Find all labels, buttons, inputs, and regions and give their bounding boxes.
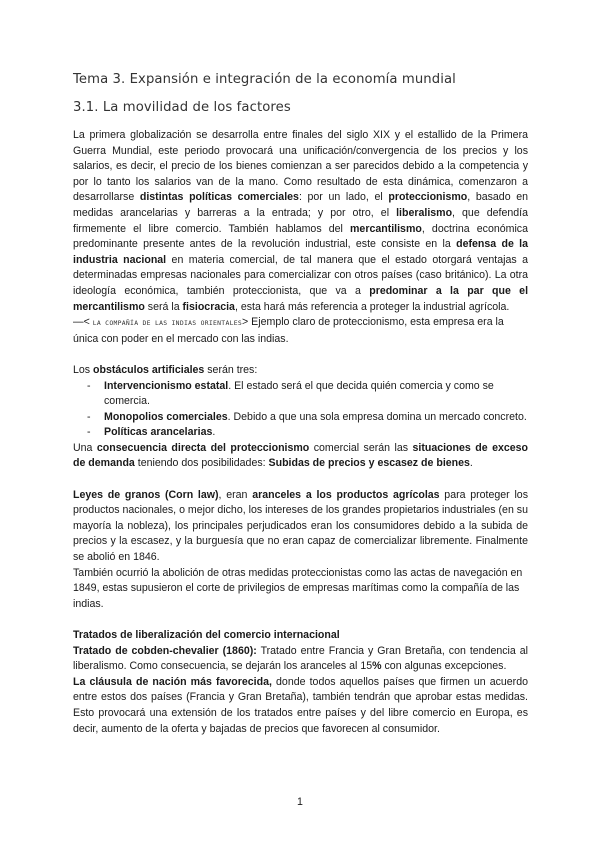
text-run: La primera globalización se desarrolla entre finales del siglo XIX y el estallido de la Primera Guerra Mundial, este periodo provocará una unificación/convergencia de los precios y los salarios, es decir, el precio de los bienes comienzan a ser parecidos debido a la competencia y por lo tanto los salarios van de la mano. Como resultado de esta dinámica, comenzaron a desarrollarse	[73, 129, 528, 204]
bold-run: %	[372, 660, 382, 673]
text-run: . Debido a que una sola empresa domina un mercado concreto.	[227, 410, 527, 423]
navigation-acts-paragraph: También ocurrió la abolición de otras medidas proteccionistas como las actas de navegación en 1849, estas supusieron el corte de privilegios de empresas marítimas como la compañía de las indias.	[73, 566, 523, 610]
list-item	[87, 379, 528, 410]
text-run: , doctrina económica predominante presente antes de la revolución industrial, este consiste en la	[73, 222, 528, 251]
treaties-heading: Tratados de liberalización del comercio internacional	[73, 629, 340, 641]
bold-run: fisiocracia	[182, 300, 235, 313]
bold-run: aranceles a los productos agrícolas	[252, 488, 440, 501]
text-run: en materia comercial, de tal manera que el estado otorgará ventajas a determinadas empresas nacionales para comercializar con otros países (caso británico). La otra ideología económica, también proteccionista, que va a	[73, 253, 528, 297]
page-title: Tema 3. Expansión e integración de la economía mundial	[73, 72, 456, 87]
text-run: . El estado será el que decida quién comercia y como se comercia.	[104, 379, 494, 408]
text-run: Ejemplo claro de proteccionismo, esta empresa era la única con poder en el mercado con las indias.	[73, 316, 504, 345]
bold-run: consecuencia directa del proteccionismo	[96, 441, 310, 454]
text-run: comercial serán las	[309, 441, 413, 454]
arrow-mark: —<	[73, 316, 90, 329]
text-run: .	[212, 426, 216, 439]
text-run: con algunas excepciones.	[381, 660, 507, 673]
obstacles-list	[73, 379, 528, 441]
list-item	[87, 410, 528, 426]
text-run: , eran	[218, 488, 253, 501]
bold-run: predominar a la par que el mercantilismo	[73, 284, 529, 313]
page-number: 1	[297, 796, 303, 808]
bold-run: Tratado de cobden-chevalier (1860):	[73, 644, 257, 657]
intro-paragraph	[73, 128, 528, 315]
section-title: 3.1. La movilidad de los factores	[73, 100, 291, 115]
text-run: Los	[73, 363, 94, 376]
note-paragraph	[73, 315, 528, 347]
text-run: Tratado entre Francia y Gran Bretaña, con tendencia al liberalismo. Como consecuencia, se dejarán los aranceles al 15	[73, 644, 528, 673]
bold-run: situaciones de exceso de demanda	[73, 441, 528, 470]
text-run: para proteger los productos nacionales, o mejor dicho, los intereses de los grandes propietarios industriales (en su mayoría la nobleza), los principales perjudicados eran los consumidores debido a la subida de precios y la escasez, y la burguesía que no eran capaz de comercializar libremente. Finalmente se abolió en 1846.	[73, 488, 528, 564]
bold-run: defensa de la industria nacional	[73, 238, 528, 266]
clause-paragraph	[73, 675, 528, 737]
text-run: Una	[73, 441, 97, 454]
consequence-paragraph	[73, 441, 528, 472]
text-run: , basado en medidas arancelarias y barreras a la entrada; y por otro, el	[73, 191, 528, 219]
cobden-paragraph	[73, 644, 528, 675]
bold-run: Políticas arancelarias	[104, 426, 213, 439]
bold-run: distintas políticas comerciales	[139, 191, 299, 204]
bold-run: Monopolios comerciales	[104, 410, 228, 423]
obstacles-intro	[73, 363, 528, 379]
text-run: , esta hará más referencia a proteger la industrial agrícola.	[234, 300, 510, 313]
text-run: .	[469, 457, 473, 470]
bold-run: Subidas de precios y escasez de bienes	[268, 457, 470, 470]
body-text	[73, 128, 528, 737]
text-run: : por un lado, el	[298, 191, 389, 204]
bold-run: proteccionismo	[388, 191, 468, 204]
text-run: será la	[144, 300, 183, 313]
text-run: serán tres:	[204, 363, 258, 376]
bold-run: liberalismo	[396, 206, 453, 219]
bold-run: Intervencionismo estatal	[104, 379, 229, 392]
bold-run: mercantilismo	[350, 222, 422, 235]
handwritten-note: LA COMPAÑÍA DE LAS INDIAS ORIENTALES	[92, 319, 243, 328]
arrow-mark: >	[242, 316, 249, 329]
bold-run: obstáculos artificiales	[93, 363, 205, 376]
bold-run: Leyes de granos (Corn law)	[73, 488, 219, 501]
bold-run: La cláusula de nación más favorecida,	[73, 675, 272, 688]
text-run: donde todos aquellos países que firmen un acuerdo entre estos dos países (Francia y Gran Bretaña), también tendrán que aprobar estas medidas. Esto provocará una extensión de los tratados entre países y del libre comercio en Europa, es decir, aumento de la oferta y bajadas de precios que favorecen al consumidor.	[73, 675, 528, 735]
text-run: , que defendía firmemente el libre comercio. También hablamos del	[73, 206, 529, 235]
list-item	[87, 425, 528, 441]
text-run: teniendo dos posibilidades:	[134, 457, 269, 470]
corn-law-paragraph	[73, 488, 528, 566]
